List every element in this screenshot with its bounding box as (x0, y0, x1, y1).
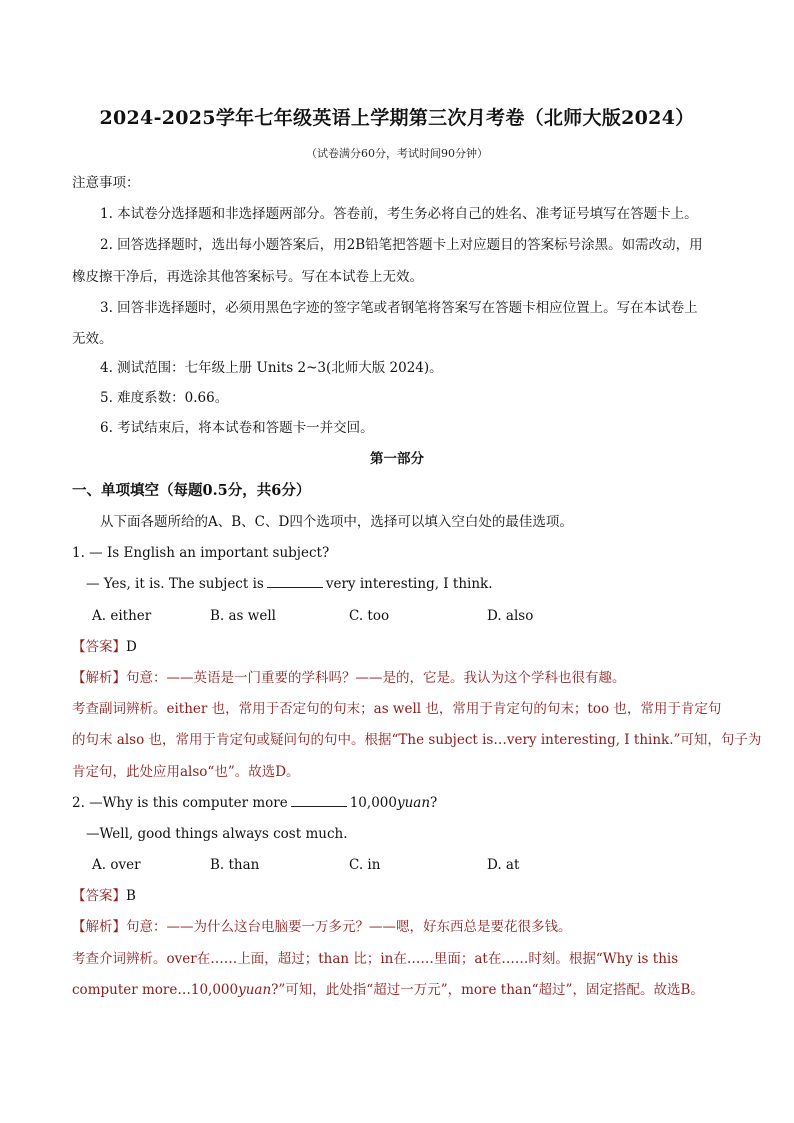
q1-response-end: very interesting, I think. (325, 576, 493, 592)
part-title: 第一部分 (370, 451, 424, 467)
q1-analysis-text-2: 考查副词辨析。either 也，常用于否定句的句末；as well 也，常用于肯定句的句末；too 也，常用于肯定句 (72, 701, 722, 717)
q1-response-start: — Yes, it is. The subject is (86, 576, 264, 592)
notice-item-3: 3. 回答非选择题时，必须用黑色字迹的签字笔或者钢笔将答案写在答题卡相应位置上。写在本试卷上 (100, 300, 698, 316)
notice-item-1: 1. 本试卷分选择题和非选择题两部分。答卷前，考生务必将自己的姓名、准考证号填写在答题卡上。 (100, 206, 698, 222)
q2-analysis-text-2: 考查介词辨析。over在……上面，超过；than 比；in在……里面；at在……时刻。根据“Why is this (72, 951, 679, 967)
page-subtitle: （试卷满分60分，考试时间90分钟） (306, 147, 488, 160)
notice-item-4: 4. 测试范围：七年级上册 Units 2~3(北师大版 2024)。 (100, 360, 443, 376)
q1-answer-value: D (126, 639, 137, 655)
q2-analysis-3a: computer more…10,000 (72, 982, 239, 998)
notice-item-6: 6. 考试结束后，将本试卷和答题卡一并交回。 (100, 420, 374, 436)
notice-item-5: 5. 难度系数：0.66。 (100, 390, 229, 406)
q2-prompt-number: 10,000 (349, 795, 397, 811)
q1-option-a: A. either (92, 608, 152, 624)
q2-response: —Well, good things always cost much. (86, 826, 348, 842)
q1-prompt: 1. — Is English an important subject? (72, 545, 330, 561)
q1-answer-label: 【答案】 (72, 639, 126, 655)
q2-option-b: B. than (210, 857, 260, 873)
q1-option-b: B. as well (210, 608, 276, 624)
q1-option-c: C. too (349, 608, 390, 624)
page-title: 2024-2025学年七年级英语上学期第三次月考卷（北师大版2024） (99, 107, 695, 129)
q2-option-a: A. over (92, 857, 141, 873)
q2-analysis-3b: yuan (238, 982, 272, 998)
q2-prompt-start: 2. —Why is this computer more (72, 795, 288, 811)
q2-analysis-text-3 (72, 980, 704, 1000)
q1-blank (267, 575, 323, 588)
q2-answer (72, 886, 136, 906)
q2-analysis (72, 917, 572, 937)
q2-option-c: C. in (349, 857, 381, 873)
q2-option-d: D. at (487, 857, 520, 873)
q1-analysis (72, 668, 626, 688)
q2-analysis-3c: ?”可知，此处指“超过一万元”，more than“超过”，固定搭配。故选B。 (271, 982, 704, 998)
q2-prompt-qmark: ? (430, 795, 438, 811)
q2-blank (291, 794, 347, 807)
q1-analysis-text-3: 的句末 also 也，常用于肯定句或疑问句的句中。根据“The subject is…very interesting, I think.”可知，句子为 (72, 732, 762, 748)
q1-answer (72, 637, 137, 657)
notice-heading: 注意事项： (72, 175, 140, 191)
q1-option-d: D. also (487, 608, 534, 624)
q1-analysis-label: 【解析】 (72, 670, 126, 686)
q1-analysis-text-1: 句意：——英语是一门重要的学科吗？——是的，它是。我认为这个学科也很有趣。 (126, 670, 626, 686)
q2-answer-label: 【答案】 (72, 888, 126, 904)
q1-response (86, 574, 493, 594)
q1-analysis-text-4: 肯定句，此处应用also“也”。故选D。 (72, 764, 300, 780)
notice-item-3-cont: 无效。 (72, 331, 113, 347)
q2-prompt-yuan: yuan (396, 795, 431, 811)
section-instruction: 从下面各题所给的A、B、C、D四个选项中，选择可以填入空白处的最佳选项。 (100, 514, 573, 530)
notice-item-2: 2. 回答选择题时，选出每小题答案后，用2B铅笔把答题卡上对应题目的答案标号涂黑。如需改动，用 (100, 237, 703, 253)
q2-prompt (72, 793, 437, 813)
section-title: 一、单项填空（每题0.5分，共6分） (72, 482, 311, 499)
q2-answer-value: B (126, 888, 136, 904)
q2-analysis-label: 【解析】 (72, 919, 126, 935)
q2-analysis-text-1: 句意：——为什么这台电脑要一万多元？——嗯，好东西总是要花很多钱。 (126, 919, 572, 935)
notice-item-2-cont: 橡皮擦干净后，再选涂其他答案标号。写在本试卷上无效。 (72, 269, 423, 285)
